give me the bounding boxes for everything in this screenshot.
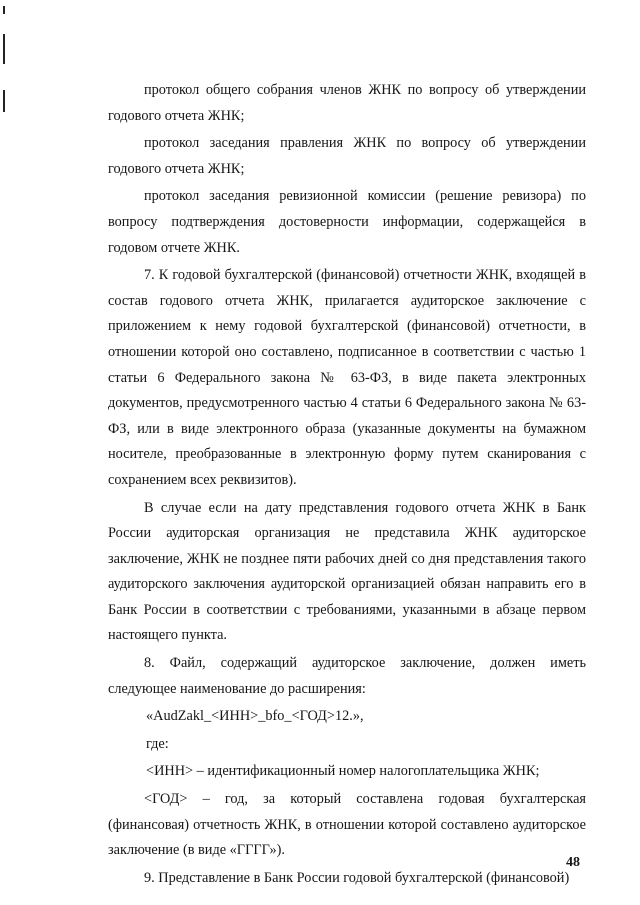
scan-edge-mark [3, 6, 5, 14]
paragraph-protocol-audit-commission: протокол заседания ревизионной комиссии (решение ревизора) по вопросу подтверждения достоверности информации, содержащейся в годовом отчете ЖНК. [108, 188, 586, 256]
file-name-template: «AudZakl_<ИНН>_bfo_<ГОД>12.», [146, 708, 364, 725]
paragraph-protocol-general-meeting: протокол общего собрания членов ЖНК по вопросу об утверждении годового отчета ЖНК; [108, 82, 586, 124]
paragraph-where: где: [146, 735, 169, 752]
document-body [108, 78, 586, 891]
page-number: 48 [566, 855, 580, 870]
definition-inn: <ИНН> – идентификационный номер налогоплательщика ЖНК; [146, 763, 540, 780]
paragraph-item-9: 9. Представление в Банк России годовой бухгалтерской (финансовой) [144, 869, 570, 886]
paragraph-auditor-delay: В случае если на дату представления годового отчета ЖНК в Банк России аудиторская организация не представила ЖНК аудиторское заключение, ЖНК не позднее пяти рабочих дней со дня представления такого аудиторского заключения аудиторской организацией обязан направить его в Банк России в соответствии с требованиями, указанными в абзаце первом настоящего пункта. [108, 499, 586, 644]
paragraph-item-8: 8. Файл, содержащий аудиторское заключение, должен иметь следующее наименование до расширения: [108, 655, 586, 697]
scan-edge-mark [3, 90, 5, 112]
scan-edge-mark [3, 34, 5, 64]
paragraph-item-7: 7. К годовой бухгалтерской (финансовой) отчетности ЖНК, входящей в состав годового отчета ЖНК, прилагается аудиторское заключение с приложением к нему годовой бухгалтерской (финансовой) отчетности, в отношении которой оно составлено, подписанное в соответствии с частью 1 статьи 6 Федерального закона № 63-ФЗ, в виде пакета электронных документов, предусмотренного частью 4 статьи 6 Федерального закона № 63-ФЗ, или в виде электронного образа (указанные документы на бумажном носителе, преобразованные в электронную форму путем сканирования с сохранением всех реквизитов). [108, 267, 586, 488]
definition-year: <ГОД> – год, за который составлена годовая бухгалтерская (финансовая) отчетность ЖНК, в отношении которой составлено аудиторское заключение (в виде «ГГГГ»). [108, 791, 586, 859]
paragraph-protocol-board-meeting: протокол заседания правления ЖНК по вопросу об утверждении годового отчета ЖНК; [108, 135, 586, 177]
